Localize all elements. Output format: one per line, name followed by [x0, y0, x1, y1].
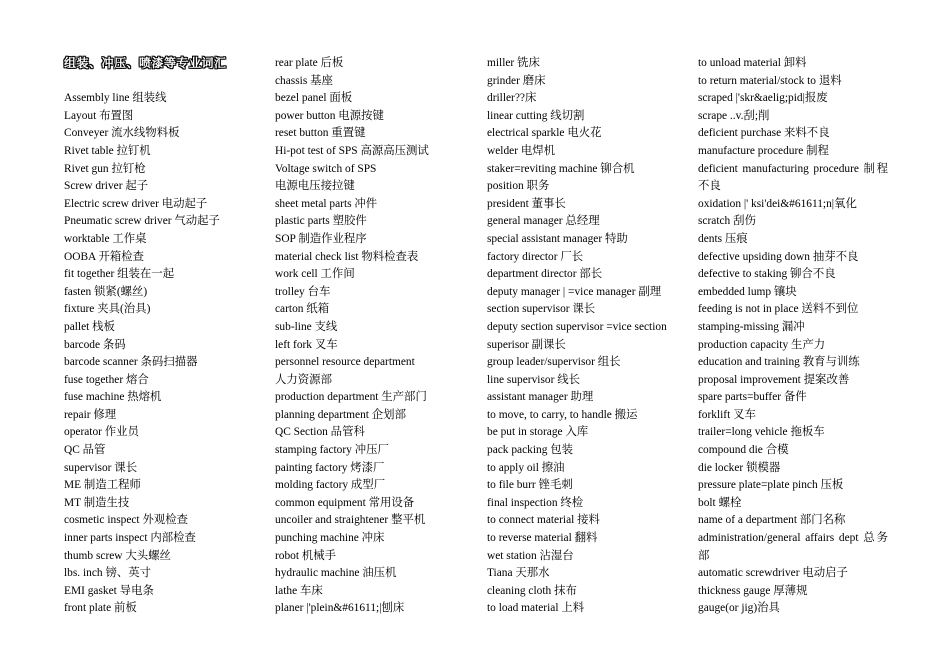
glossary-term: driller??床 [487, 92, 537, 105]
glossary-term: ME 制造工程师 [64, 479, 141, 492]
glossary-term: to return material/stock to 退料 [698, 74, 842, 87]
glossary-term: front plate 前板 [64, 602, 137, 615]
glossary-term: lbs. inch 镑、英寸 [64, 567, 152, 580]
glossary-term: education and training 教育与训练 [698, 356, 860, 369]
glossary-term: factory director 厂长 [487, 250, 584, 263]
glossary-term: EMI gasket 导电条 [64, 584, 154, 597]
glossary-term: bezel panel 面板 [275, 92, 353, 105]
glossary-term: uncoiler and straightener 整平机 [275, 514, 426, 527]
glossary-term: to move, to carry, to handle 搬运 [487, 408, 638, 421]
glossary-term: punching machine 冲床 [275, 532, 385, 545]
glossary-term: fuse together 熔合 [64, 373, 149, 386]
title-spacer [64, 73, 260, 91]
glossary-term: to apply oil 擦油 [487, 461, 565, 474]
document-title: 组装、冲压、喷漆等专业词汇 [64, 56, 227, 70]
glossary-term: general manager 总经理 [487, 215, 600, 228]
glossary-term: to file burr 锉毛刺 [487, 479, 573, 492]
glossary-term: special assistant manager 特助 [487, 232, 628, 245]
glossary-term: cleaning cloth 抹布 [487, 584, 577, 597]
glossary-term: name of a department 部门名称 [698, 514, 846, 527]
glossary-term: defective upsiding down 抽芽不良 [698, 250, 859, 263]
glossary-term: to load material 上料 [487, 602, 585, 615]
glossary-term: barcode 条码 [64, 338, 126, 351]
glossary-term: fit together 组装在一起 [64, 268, 175, 281]
glossary-column-1 [64, 55, 260, 618]
glossary-term: Tiana 天那水 [487, 567, 550, 580]
term-list-3 [487, 55, 683, 618]
glossary-term: painting factory 烤漆厂 [275, 461, 385, 474]
glossary-term: molding factory 成型厂 [275, 479, 386, 492]
glossary-term: Electric screw driver 电动起子 [64, 197, 208, 210]
glossary-term: electrical sparkle 电火花 [487, 127, 602, 140]
glossary-column-4 [698, 55, 888, 618]
glossary-term: Hi-pot test of SPS 高源高压测试 [275, 144, 429, 157]
glossary-term: lathe 车床 [275, 584, 323, 597]
glossary-term: Assembly line 组装线 [64, 92, 167, 105]
glossary-term: SOP 制造作业程序 [275, 232, 367, 245]
glossary-term: compound die 合模 [698, 444, 789, 457]
glossary-term: staker=reviting machine 铆合机 [487, 162, 635, 175]
glossary-term: QC Section 品管科 [275, 426, 365, 439]
glossary-term: fuse machine 热熔机 [64, 391, 162, 404]
glossary-term: production capacity 生产力 [698, 338, 826, 351]
glossary-term: to connect material 接料 [487, 514, 600, 527]
glossary-term: chassis 基座 [275, 74, 333, 87]
glossary-term: fixture 夹具(治具) [64, 303, 151, 316]
glossary-term: stamping-missing 漏冲 [698, 320, 805, 333]
glossary-term: Layout 布置图 [64, 109, 134, 122]
glossary-term: group leader/supervisor 组长 [487, 356, 621, 369]
glossary-term: pressure plate=plate pinch 压板 [698, 479, 844, 492]
glossary-term: scratch 刮伤 [698, 215, 756, 228]
glossary-term: deficient purchase 来料不良 [698, 127, 830, 140]
glossary-term: Conveyer 流水线物料板 [64, 127, 180, 140]
glossary-term: to unload material 卸料 [698, 57, 807, 69]
glossary-term: worktable 工作桌 [64, 232, 147, 245]
glossary-term: MT 制造生技 [64, 496, 130, 509]
glossary-term: superisor 副课长 [487, 338, 566, 351]
glossary-term: position 职务 [487, 180, 550, 193]
glossary-term: oxidation |' ksi'dei&#61611;n|氧化 [698, 197, 857, 210]
glossary-term: deputy manager | =vice manager 副理 [487, 285, 662, 298]
glossary-term: trailer=long vehicle 拖板车 [698, 426, 825, 439]
glossary-term: embedded lump 镶块 [698, 285, 797, 298]
glossary-term: sheet metal parts 冲件 [275, 197, 378, 210]
glossary-term: deficient manufacturing procedure 制程不良 [698, 162, 888, 193]
glossary-term: plastic parts 塑胶件 [275, 215, 367, 228]
glossary-term: robot 机械手 [275, 549, 337, 562]
glossary-term: Screw driver 起子 [64, 180, 149, 193]
glossary-term: repair 修理 [64, 408, 117, 421]
glossary-term: cosmetic inspect 外观检查 [64, 514, 189, 527]
glossary-term: deputy section supervisor =vice section [487, 320, 667, 333]
glossary-term: president 董事长 [487, 197, 566, 210]
glossary-term: administration/general affairs dept 总务部 [698, 532, 888, 562]
glossary-term: Rivet table 拉钉机 [64, 144, 151, 157]
term-list-1 [64, 90, 260, 618]
glossary-term: thumb screw 大头螺丝 [64, 549, 171, 562]
glossary-term: left fork 叉车 [275, 338, 338, 351]
glossary-term: planning department 企划部 [275, 408, 406, 421]
glossary-term: Pneumatic screw driver 气动起子 [64, 215, 220, 228]
glossary-term: OOBA 开箱检查 [64, 250, 145, 263]
glossary-term: work cell 工作间 [275, 268, 355, 281]
glossary-term: scraped |'skr&aelig;pid|报废 [698, 92, 828, 105]
glossary-term: die locker 锁模器 [698, 461, 781, 474]
glossary-term: to reverse material 翻料 [487, 532, 598, 545]
glossary-term: be put in storage 入库 [487, 426, 589, 439]
term-list-4 [698, 55, 888, 618]
glossary-term: barcode scanner 条码扫描器 [64, 356, 198, 369]
glossary-term: stamping factory 冲压厂 [275, 444, 389, 457]
glossary-term: wet station 沾湿台 [487, 549, 574, 562]
glossary-term: planer |'plein&#61611;|刨床 [275, 602, 405, 615]
glossary-term: manufacture procedure 制程 [698, 144, 829, 157]
glossary-term: proposal improvement 提案改善 [698, 373, 850, 386]
glossary-term: forklift 叉车 [698, 408, 756, 421]
glossary-term: section supervisor 课长 [487, 303, 596, 316]
glossary-term: reset button 重置键 [275, 127, 366, 140]
glossary-term: welder 电焊机 [487, 144, 556, 157]
glossary-term: Rivet gun 拉钉枪 [64, 162, 146, 175]
glossary-term: Voltage switch of SPS [275, 162, 377, 175]
glossary-term: personnel resource department [275, 356, 415, 369]
glossary-term: hydraulic machine 油压机 [275, 567, 397, 580]
glossary-term: thickness gauge 厚薄规 [698, 584, 808, 597]
glossary-term: inner parts inspect 内部检查 [64, 532, 196, 545]
glossary-term: scrape ..v.刮;削 [698, 109, 770, 122]
glossary-term: rear plate 后板 [275, 57, 344, 69]
glossary-term: power button 电源按键 [275, 109, 384, 122]
glossary-column-3 [487, 55, 683, 618]
glossary-term: sub-line 支线 [275, 320, 338, 333]
glossary-term: material check list 物料检查表 [275, 250, 419, 263]
glossary-term: 电源电压接拉键 [275, 180, 355, 193]
glossary-term: linear cutting 线切割 [487, 109, 585, 122]
glossary-term: fasten 锁紧(螺丝) [64, 285, 148, 298]
glossary-term: final inspection 终检 [487, 496, 584, 509]
glossary-term: bolt 螺栓 [698, 496, 742, 509]
glossary-term: dents 压痕 [698, 232, 748, 245]
glossary-term: automatic screwdriver 电动启子 [698, 567, 848, 580]
glossary-term: pack packing 包装 [487, 444, 574, 457]
glossary-term: carton 纸箱 [275, 303, 330, 316]
glossary-term: supervisor 课长 [64, 461, 138, 474]
glossary-term: assistant manager 助理 [487, 391, 594, 404]
glossary-term: trolley 台车 [275, 285, 331, 298]
glossary-term: line supervisor 线长 [487, 373, 581, 386]
glossary-term: pallet 栈板 [64, 320, 115, 333]
glossary-term: 人力资源部 [275, 373, 332, 386]
term-list-2 [275, 55, 471, 618]
glossary-term: QC 品管 [64, 444, 106, 457]
glossary-term: operator 作业员 [64, 426, 139, 439]
glossary-term: defective to staking 铆合不良 [698, 268, 836, 281]
glossary-column-2 [275, 55, 471, 618]
glossary-term: grinder 磨床 [487, 74, 546, 87]
glossary-term: miller 铣床 [487, 57, 540, 69]
glossary-term: gauge(or jig)治具 [698, 602, 780, 615]
glossary-term: feeding is not in place 送料不到位 [698, 303, 859, 316]
glossary-term: common equipment 常用设备 [275, 496, 415, 509]
glossary-term: spare parts=buffer 备件 [698, 391, 807, 404]
glossary-term: production department 生产部门 [275, 391, 427, 404]
glossary-term: department director 部长 [487, 268, 603, 281]
